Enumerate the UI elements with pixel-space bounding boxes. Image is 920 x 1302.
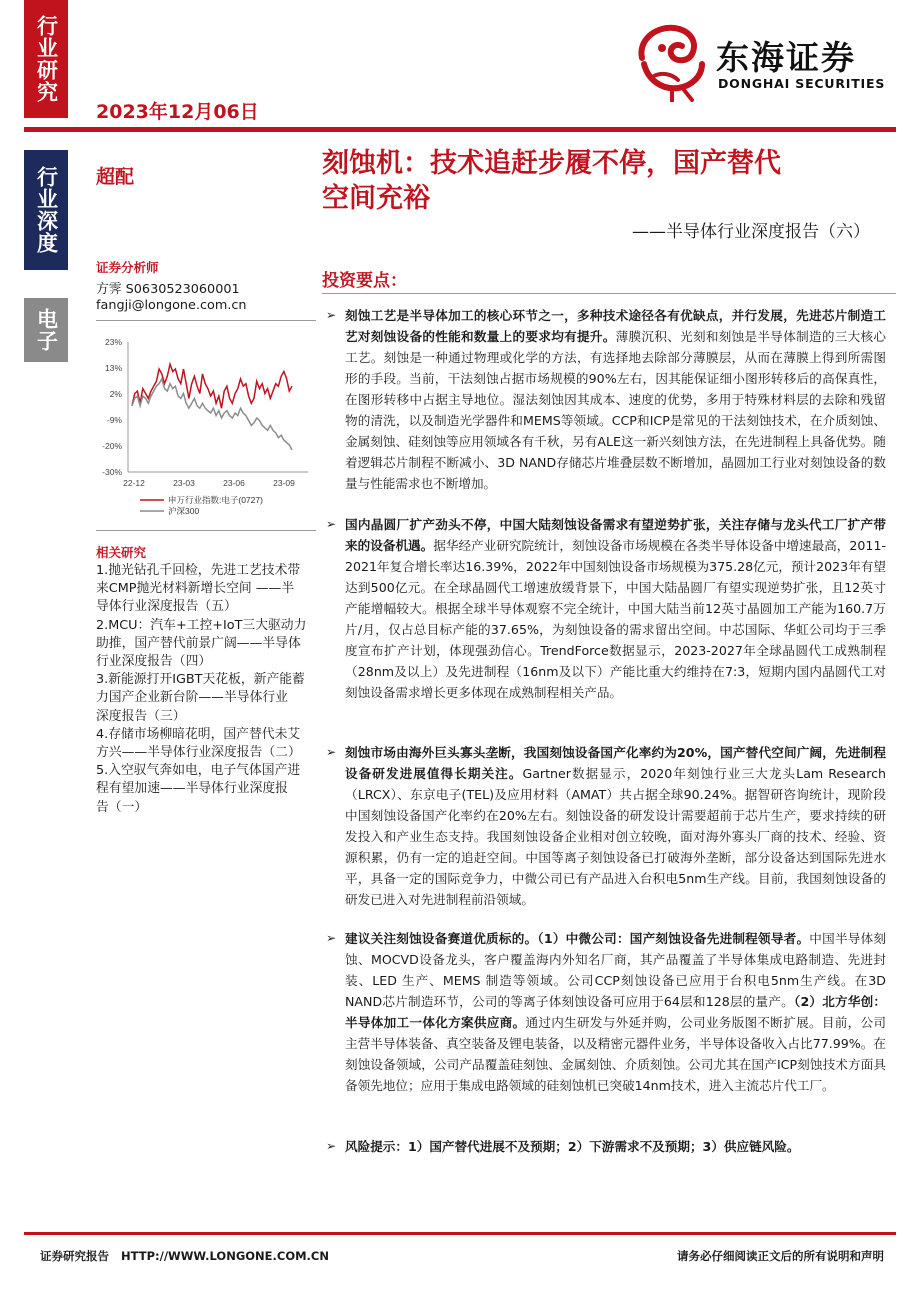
invest-point-4-body: 中国半导体刻蚀、MOCVD设备龙头，客户覆盖海内外知名厂商，其产品覆盖了半导体集成电路制造、先进封装、LED 生产、MEMS 制造等领域。公司CCP刻蚀设备已应用于台积电5nm生产线。在3D NAND芯片制造环节，公司的等离子体刻蚀设备可应用于64层和128层的量产。 bbox=[345, 931, 887, 1009]
report-title-line1: 刻蚀机：技术追赶步履不停，国产替代 bbox=[322, 148, 781, 179]
invest-point-4-body2: 通过内生研发与外延并购，公司业务版图不断扩展。目前，公司主营半导体装备、真空装备及锂电装备，以及精密元器件业务，半导体设备收入占比77.99%。在刻蚀设备领域，公司产品覆盖硅刻蚀、金属刻蚀、介质刻蚀。公司尤其在国产ICP刻蚀技术方面具备领先地位；应用于集成电路领域的硅刻蚀机已突破14nm技术，进入主流芯片代工厂。 bbox=[345, 1015, 887, 1093]
y-tick-label: -20% bbox=[102, 441, 122, 451]
footer-label: 证券研究报告 bbox=[40, 1249, 109, 1263]
related-item-line: 力国产企业新台阶——半导体行业 bbox=[96, 690, 288, 706]
invest-heading: 投资要点： bbox=[322, 271, 407, 291]
sidebar-tab-research-label: 行业研究 bbox=[34, 15, 59, 103]
performance-chart-svg bbox=[94, 332, 316, 524]
sidebar-tab-depth bbox=[24, 150, 68, 270]
footer-divider bbox=[24, 1232, 896, 1235]
related-item-line: 导体行业深度报告（五） bbox=[96, 599, 237, 615]
x-tick-label: 23-03 bbox=[173, 478, 195, 488]
related-item[interactable] bbox=[96, 726, 322, 762]
brand-name-en: DONGHAI SECURITIES bbox=[718, 76, 886, 91]
invest-point-4-lead2: （2）北方华创：半导体加工一体化方案供应商。 bbox=[345, 994, 886, 1030]
analyst-name-cert: 方霁 S0630523060001 bbox=[96, 282, 240, 297]
related-item-line: 行业深度报告（四） bbox=[96, 654, 212, 670]
invest-point-1-body: 薄膜沉积、光刻和刻蚀是半导体制造的三大核心工艺。刻蚀是一种通过物理或化学的方法，有选择地去除部分薄膜层，从而在薄膜上得到所需图形的手段。当前，干法刻蚀占据市场规模的90%左右，因其能保证细小图形转移后的高保真性，在图形转移中占据主导地位。湿法刻蚀因其成本、速度的优势，多用于特殊材料层的去除和残留物的清洗，以及制造光学器件和MEMS等领域。CCP和ICP是常见的干法刻蚀技术，在介质刻蚀、金属刻蚀、硅刻蚀等应用领域各有千秋，另有ALE这一新兴刻蚀方法，在先进制程上具备优势。随着逻辑芯片制程不断减小、3D NAND存储芯片堆叠层数不断增加，晶圆加工行业对刻蚀设备的数量与性能需求也不断增加。 bbox=[345, 329, 887, 491]
invest-point-1 bbox=[326, 305, 886, 494]
related-item-line: 2.MCU：汽车+工控+IoT三大驱动力 bbox=[96, 617, 307, 633]
report-title bbox=[322, 146, 781, 216]
invest-point-3 bbox=[326, 742, 886, 910]
y-tick-label: 23% bbox=[104, 337, 122, 347]
invest-point-2-body: 据华经产业研究院统计，刻蚀设备市场规模在各类半导体设备中增速最高，2011-2021年复合增长率达16.39%，2022年中国刻蚀设备市场规模为375.28亿元，预计2023年有望达到500亿元。在全球晶圆代工增速放缓背景下，中国大陆晶圆厂有望实现逆势扩张，且12英寸产能增幅较大。根据全球半导体观察不完全统计，中国大陆当前12英寸晶圆加工产能为160.7万片/月，仅占总目标产能的37.65%，为刻蚀设备的需求留出空间。中芯国际、华虹公司均于三季度宣布扩产计划，体现强劲信心。TrendForce数据显示，2023-2027年全球晶圆代工成熟制程（28nm及以上）及先进制程（16nm及以下）产能比重大约维持在7:3，短期内国内晶圆代工对刻蚀设备需求增长更多体现在成熟制程相关产品。 bbox=[345, 538, 886, 700]
legend-label: 沪深300 bbox=[168, 506, 200, 516]
related-item-line: 助推，国产替代前景广阔——半导体 bbox=[96, 635, 301, 651]
arrow-bullet-icon: ➢ bbox=[326, 308, 337, 322]
sidebar-tab-sector bbox=[24, 298, 68, 362]
y-tick-label: 2% bbox=[109, 389, 122, 399]
related-item-line: 来CMP抛光材料新增长空间 ——半 bbox=[96, 581, 295, 597]
y-tick-label: -9% bbox=[106, 415, 122, 425]
related-item[interactable] bbox=[96, 671, 322, 726]
dragon-logo-icon bbox=[632, 20, 710, 102]
related-item-line: 方兴——半导体行业深度报告（二） bbox=[96, 745, 301, 761]
related-item-line: 告（一） bbox=[96, 799, 148, 815]
y-tick-label: -30% bbox=[102, 467, 122, 477]
invest-point-2-lead: 国内晶圆厂扩产劲头不停，中国大陆刻蚀设备需求有望逆势扩张，关注存储与龙头代工厂扩产带来的设备机遇。 bbox=[345, 517, 886, 553]
invest-point-4-lead: 建议关注刻蚀设备赛道优质标的。（1）中微公司：国产刻蚀设备先进制程领导者。 bbox=[345, 931, 810, 946]
related-heading: 相关研究 bbox=[96, 545, 147, 560]
sidebar-tab-research bbox=[24, 0, 68, 118]
related-item-line: 3.新能源打开IGBT天花板，新产能蓄 bbox=[96, 672, 305, 688]
related-item-line: 5.入空驭气奔如电，电子气体国产进 bbox=[96, 763, 301, 779]
footer-disclaimer: 请务必仔细阅读正文后的所有说明和声明 bbox=[677, 1249, 884, 1263]
invest-point-2 bbox=[326, 514, 886, 703]
related-item[interactable] bbox=[96, 762, 322, 817]
related-item-line: 程有望加速——半导体行业深度报 bbox=[96, 781, 288, 797]
analyst-heading: 证券分析师 bbox=[96, 260, 159, 275]
chart-divider bbox=[96, 530, 316, 531]
invest-point-1-lead: 刻蚀工艺是半导体加工的核心环节之一，多种技术途径各有优缺点，并行发展，先进芯片制造工艺对刻蚀设备的性能和数量上的要求均有提升。 bbox=[345, 308, 886, 344]
related-list bbox=[96, 562, 322, 817]
report-subtitle: ——半导体行业深度报告（六） bbox=[632, 222, 870, 242]
x-tick-label: 22-12 bbox=[123, 478, 145, 488]
brand-name-cn: 东海证券 bbox=[716, 38, 856, 77]
invest-point-5 bbox=[326, 1136, 886, 1157]
arrow-bullet-icon: ➢ bbox=[326, 745, 337, 759]
invest-point-3-lead: 刻蚀市场由海外巨头寡头垄断，我国刻蚀设备国产化率约为20%，国产替代空间广阔，先进制程设备研发进展值得长期关注。 bbox=[345, 745, 886, 781]
invest-divider bbox=[322, 293, 896, 294]
related-item-line: 深度报告（三） bbox=[96, 708, 186, 724]
related-item-line: 1.抛光钻孔千回检，先进工艺技术带 bbox=[96, 563, 301, 578]
analyst-email[interactable]: fangji@longone.com.cn bbox=[96, 298, 247, 313]
footer-url[interactable]: HTTP://WWW.LONGONE.COM.CN bbox=[121, 1249, 329, 1263]
performance-chart bbox=[94, 332, 316, 524]
analyst-divider bbox=[96, 320, 316, 321]
industry-rating: 超配 bbox=[96, 166, 135, 188]
related-item[interactable] bbox=[96, 562, 322, 617]
sidebar-tab-sector-label: 电子 bbox=[34, 308, 59, 352]
arrow-bullet-icon: ➢ bbox=[326, 1139, 337, 1153]
header-divider bbox=[24, 127, 896, 132]
invest-point-3-body: Gartner数据显示，2020年刻蚀行业三大龙头Lam Research（LRCX）、东京电子(TEL)及应用材料（AMAT）共占据全球90.24%。据智研咨询统计，现阶段中国刻蚀设备国产化率约在20%左右。刻蚀设备的研发设计需要超前于芯片生产，要求持续的研发投入和产业生态支持。我国刻蚀设备企业相对创立较晚，面对海外寡头厂商的技术、经验、资源积累，仍有一定的追赶空间。中国等离子刻蚀设备已打破海外垄断，部分设备达到国际先进水平，具备一定的国际竞争力，中微公司已有产品进入台积电5nm生产线。目前，我国刻蚀设备的研发已进入对先进制程前沿领域。 bbox=[345, 766, 886, 907]
report-date: 2023年12月06日 bbox=[96, 101, 259, 123]
y-tick-label: 13% bbox=[104, 363, 122, 373]
report-title-line2: 空间充裕 bbox=[322, 183, 430, 214]
invest-point-4 bbox=[326, 928, 886, 1096]
arrow-bullet-icon: ➢ bbox=[326, 517, 337, 531]
x-tick-label: 23-06 bbox=[223, 478, 245, 488]
related-item-line: 4.存储市场柳暗花明，国产替代未艾 bbox=[96, 726, 301, 742]
brand-logo bbox=[632, 20, 886, 102]
invest-point-5-lead: 风险提示：1）国产替代进展不及预期；2）下游需求不及预期；3）供应链风险。 bbox=[345, 1139, 800, 1154]
x-tick-label: 23-09 bbox=[273, 478, 295, 488]
related-item[interactable] bbox=[96, 617, 322, 672]
legend-label: 申万行业指数:电子(0727) bbox=[168, 495, 263, 505]
arrow-bullet-icon: ➢ bbox=[326, 931, 337, 945]
sidebar-tab-depth-label: 行业深度 bbox=[34, 166, 59, 254]
footer-left bbox=[40, 1248, 329, 1264]
